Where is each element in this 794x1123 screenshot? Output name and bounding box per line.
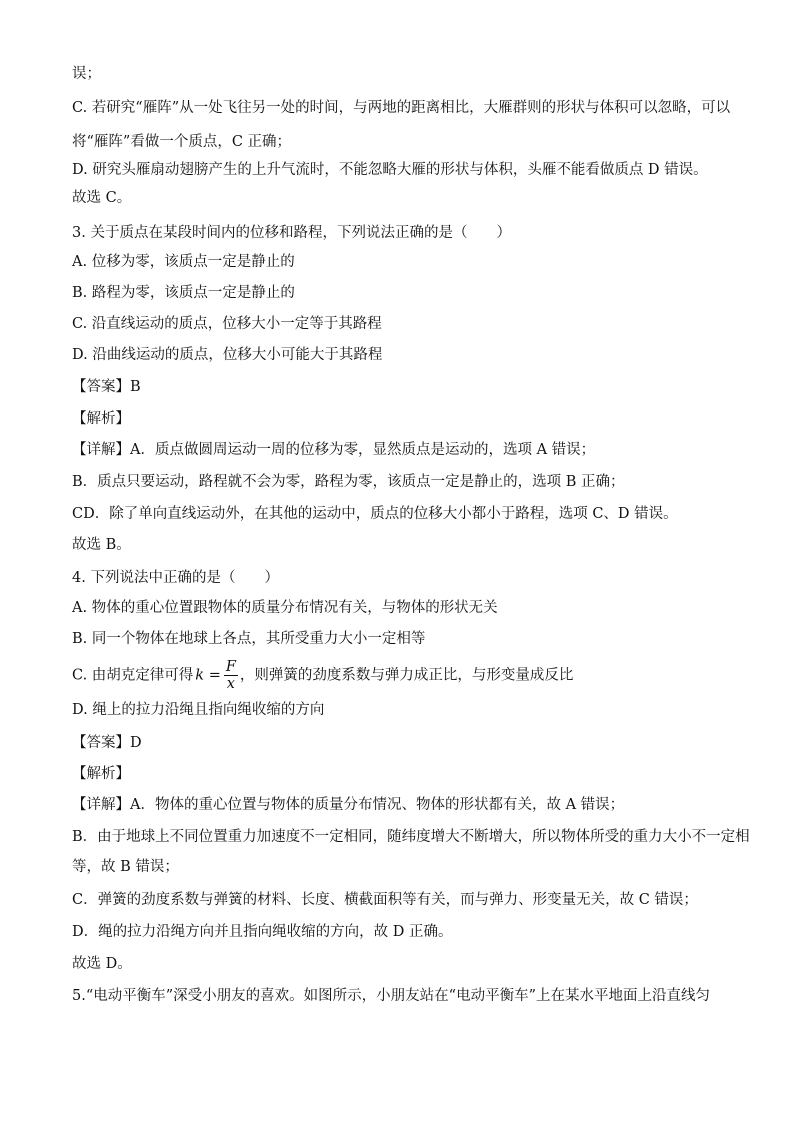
question-3-stem: 3. 关于质点在某段时间内的位移和路程，下列说法正确的是（ ）: [72, 225, 511, 241]
detail-line: C．弹簧的劲度系数与弹簧的材料、长度、横截面积等有关，而与弹力、形变量无关，故 C 错误；: [72, 892, 698, 908]
fraction-numerator: F: [225, 659, 236, 675]
option-a: A. 位移为零，该质点一定是静止的: [72, 254, 295, 270]
text-line: 将“雁阵”看做一个质点，C 正确；: [72, 134, 292, 150]
detail-line: D．绳的拉力沿绳方向并且指向绳收缩的方向，故 D 正确。: [72, 924, 453, 940]
detail-line: 【详解】A．物体的重心位置与物体的质量分布情况、物体的形状都有关，故 A 错误；: [72, 797, 625, 813]
text-line: D. 研究头雁扇动翅膀产生的上升气流时，不能忽略大雁的形状与体积，头雁不能看做质点 D 错误。: [72, 162, 708, 178]
text-line: 故选 C。: [72, 190, 132, 206]
question-4-stem: 4. 下列说法中正确的是（ ）: [72, 570, 279, 586]
formula-suffix: ，则弹簧的劲度系数与弹力成正比，与形变量成反比: [239, 667, 574, 684]
option-d: D. 沿曲线运动的质点，位移大小可能大于其路程: [72, 347, 383, 363]
detail-line: B．由于地球上不同位置重力加速度不一定相同，随纬度增大不断增大，所以物体所受的重力大小不一定相: [72, 829, 750, 845]
detail-line: 等，故 B 错误；: [72, 859, 179, 875]
option-a: A. 物体的重心位置跟物体的质量分布情况有关，与物体的形状无关: [72, 600, 498, 616]
fraction: [224, 659, 238, 692]
detail-line: CD．除了单向直线运动外，在其他的运动中，质点的位移大小都小于路程，选项 C、D 错误。: [72, 506, 678, 522]
detail-line: 【详解】A．质点做圆周运动一周的位移为零，显然质点是运动的，选项 A 错误；: [72, 442, 596, 458]
formula-prefix: C. 由胡克定律可得: [72, 667, 194, 684]
option-c: C. 沿直线运动的质点，位移大小一定等于其路程: [72, 316, 382, 332]
text-line: 故选 D。: [72, 956, 132, 972]
option-d: D. 绳上的拉力沿绳且指向绳收缩的方向: [72, 702, 325, 718]
answer-label: 【答案】B: [72, 379, 141, 395]
option-b: B. 路程为零，该质点一定是静止的: [72, 285, 295, 301]
text-line: C. 若研究“雁阵”从一处飞往另一处的时间，与两地的距离相比，大雁群则的形状与体积可以忽略，可以: [72, 100, 731, 116]
question-5-stem: 5.“电动平衡车”深受小朋友的喜欢。如图所示，小朋友站在“电动平衡车”上在某水平地面上沿直线匀: [72, 988, 710, 1004]
detail-line: B．质点只要运动，路程就不会为零，路程为零，该质点一定是静止的，选项 B 正确；: [72, 474, 625, 490]
formula-lhs: k =: [195, 667, 221, 684]
option-c-with-formula: [72, 659, 734, 692]
text-line: 故选 B。: [72, 537, 131, 553]
analysis-label: 【解析】: [72, 766, 130, 782]
answer-label: 【答案】D: [72, 735, 142, 751]
option-b: B. 同一个物体在地球上各点，其所受重力大小一定相等: [72, 631, 426, 647]
hooke-formula: [195, 659, 238, 692]
text-line: 误；: [72, 66, 101, 82]
fraction-denominator: x: [226, 676, 235, 692]
analysis-label: 【解析】: [72, 411, 130, 427]
